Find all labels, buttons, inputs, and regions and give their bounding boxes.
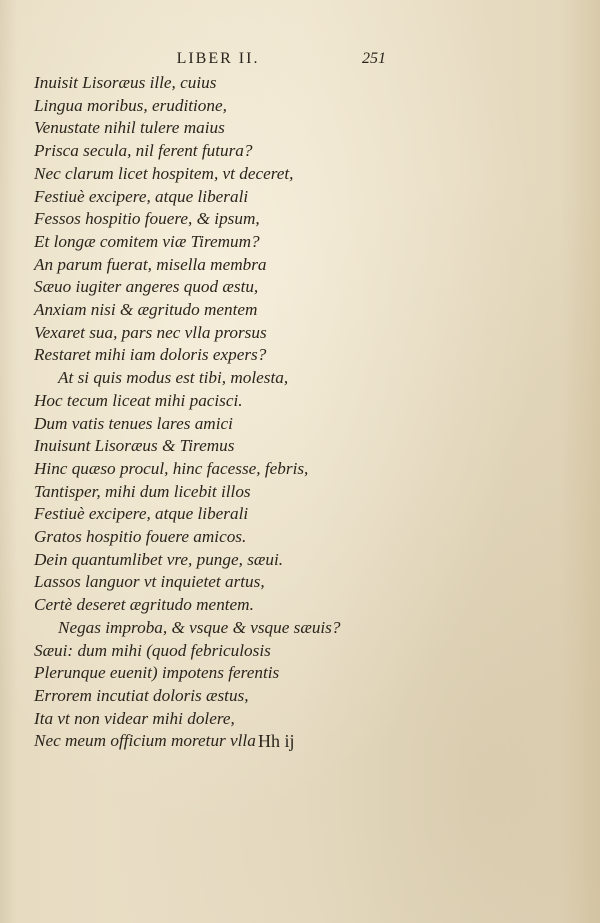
signature-mark: Hh ij xyxy=(258,731,295,751)
verse-line: Errorem incutiat doloris æstus, xyxy=(34,685,249,705)
verse-line: Ita vt non videar mihi dolere, xyxy=(34,708,235,728)
verse-line: At si quis modus est tibi, molesta, xyxy=(58,368,289,388)
verse-line: Hoc tecum liceat mihi pacisci. xyxy=(34,390,243,410)
verse-line: Sæui: dum mihi (quod febriculosis xyxy=(34,640,271,660)
verse-line: Dein quantumlibet vre, punge, sæui. xyxy=(34,549,284,569)
verse-line: Anxiam nisi & ægritudo mentem xyxy=(34,300,258,320)
verse-line: Sæuo iugiter angeres quod æstu, xyxy=(34,277,259,297)
verse-line: Prisca secula, nil ferent futura? xyxy=(34,141,253,161)
verse-line: Dum vatis tenues lares amici xyxy=(34,413,233,433)
verse-line: Lassos languor vt inquietet artus, xyxy=(34,572,265,592)
running-header xyxy=(0,50,600,74)
verse-line: Tantisper, mihi dum licebit illos xyxy=(34,481,251,501)
verse-line: Nec clarum licet hospitem, vt deceret, xyxy=(34,163,294,183)
verse-line: Negas improba, & vsque & vsque sæuis? xyxy=(58,617,341,637)
running-title: LIBER II. xyxy=(176,50,260,67)
verse-line: Inuisit Lisoræus ille, cuius xyxy=(34,73,217,92)
verse-line: Vexaret sua, pars nec vlla prorsus xyxy=(34,322,267,342)
page-number: 251 xyxy=(362,50,386,67)
poem-text xyxy=(34,72,374,753)
verse-line: Hinc quæso procul, hinc facesse, febris, xyxy=(34,458,309,478)
verse-line: Festiuè excipere, atque liberali xyxy=(34,504,249,524)
verse-line: Restaret mihi iam doloris expers? xyxy=(34,345,267,365)
verse-line: Inuisunt Lisoræus & Tiremus xyxy=(34,436,235,456)
verse-line: An parum fuerat, misella membra xyxy=(34,254,267,274)
verse-line: Certè deseret ægritudo mentem. xyxy=(34,595,254,615)
verse-line: Gratos hospitio fouere amicos. xyxy=(34,527,247,547)
verse-line: Festiuè excipere, atque liberali xyxy=(34,186,249,206)
verse-line: Et longæ comitem viæ Tiremum? xyxy=(34,231,260,251)
verse-line: Nec meum officium moretur vlla xyxy=(34,731,256,751)
verse-line: Plerunque euenit) impotens ferentis xyxy=(34,663,280,683)
verse-line: Lingua moribus, eruditione, xyxy=(34,95,227,115)
verse-line: Fessos hospitio fouere, & ipsum, xyxy=(34,209,260,229)
verse-line: Venustate nihil tulere maius xyxy=(34,118,225,138)
